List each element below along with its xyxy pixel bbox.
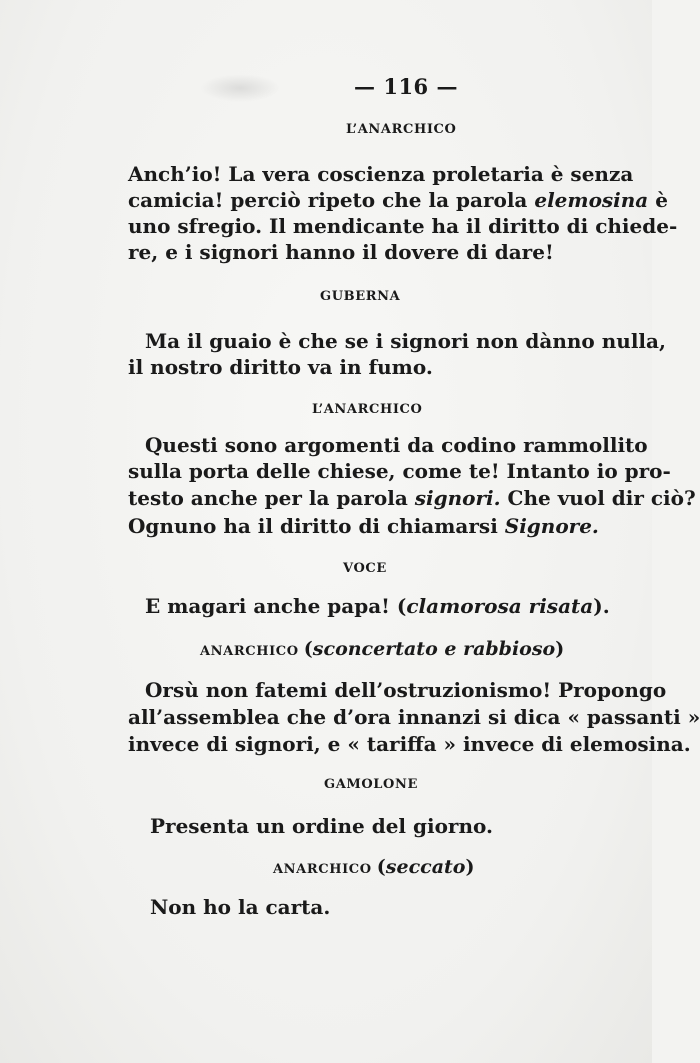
speaker-with-direction: ANARCHICO (seccato) — [273, 856, 475, 878]
text-line: re, e i signori hanno il dovere di dare! — [128, 240, 554, 264]
text-line: Presenta un ordine del giorno. — [150, 814, 493, 838]
text-line: Orsù non fatemi dell’ostruzionismo! Propongo — [145, 678, 667, 702]
speaker-name: L’ANARCHICO — [346, 122, 457, 137]
text-line: testo anche per la parola signori. Che vuol dir ciò? — [128, 486, 696, 510]
text-line: all’assemblea che d’ora innanzi si dica « passanti » — [128, 705, 700, 729]
speaker-name: L’ANARCHICO — [312, 402, 423, 417]
stage-direction: sconcertato e rabbioso — [312, 638, 556, 660]
speaker-name: GAMOLONE — [324, 777, 418, 792]
speaker-with-direction: ANARCHICO (sconcertato e rabbioso) — [200, 638, 565, 660]
speaker-name: ANARCHICO — [200, 644, 299, 659]
text-line: il nostro diritto va in fumo. — [128, 355, 433, 379]
speaker-name: ANARCHICO — [273, 862, 372, 877]
speaker-name: GUBERNA — [320, 289, 401, 304]
page-number: — 116 — — [354, 74, 458, 99]
text-line: Non ho la carta. — [150, 895, 331, 919]
text-line: sulla porta delle chiese, come te! Intanto io pro- — [128, 459, 671, 483]
text-line: Ognuno ha il diritto di chiamarsi Signore. — [128, 514, 599, 538]
text-line: uno sfregio. Il mendicante ha il diritto di chiede- — [128, 214, 678, 238]
text-line: Questi sono argomenti da codino rammollito — [145, 433, 648, 457]
text-line: Anch’io! La vera coscienza proletaria è senza — [128, 162, 634, 186]
text-line: camicia! perciò ripeto che la parola elemosina è — [128, 188, 668, 212]
speaker-name: VOCE — [343, 561, 387, 576]
text-line: Ma il guaio è che se i signori non dànno nulla, — [145, 329, 666, 353]
text-line: invece di signori, e « tariffa » invece di elemosina. — [128, 732, 691, 756]
stage-direction: seccato — [385, 856, 466, 878]
text-line: E magari anche papa! (clamorosa risata). — [145, 594, 610, 618]
